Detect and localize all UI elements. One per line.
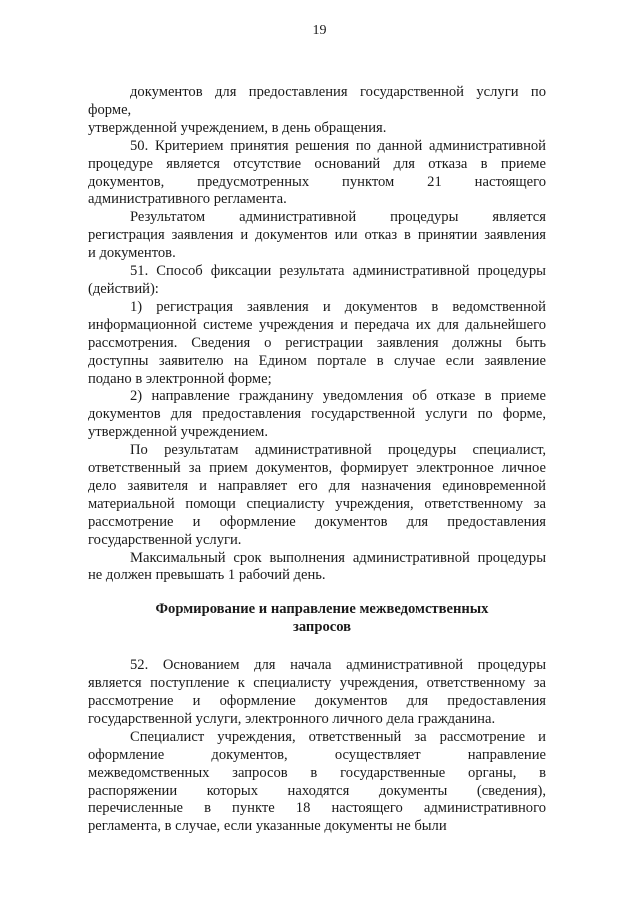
- text-line: Специалист учреждения, ответственный за рассмотрение и: [130, 728, 546, 745]
- text-line: не должен превышать 1 рабочий день.: [88, 567, 326, 584]
- text-line: перечисленные в пункте 18 настоящего административного: [88, 800, 546, 817]
- text-line: межведомственных запросов в государственные органы, в: [88, 764, 546, 781]
- text-line: распоряжении которых находятся документы (сведения),: [88, 782, 546, 799]
- text-line: является поступление к специалисту учреждения, ответственному за: [88, 675, 546, 692]
- text-line: административного регламента.: [88, 191, 287, 208]
- text-line: оформление документов, осуществляет направление: [88, 746, 546, 763]
- text-line: 51. Способ фиксации результата административной процедуры: [130, 263, 546, 280]
- text-line: утвержденной учреждением.: [88, 424, 268, 441]
- text-line: 1) регистрация заявления и документов в ведомственной: [130, 298, 546, 315]
- text-line: (действий):: [88, 280, 159, 297]
- text-line: Максимальный срок выполнения административной процедуры: [130, 549, 546, 566]
- text-line: процедуре является отсутствие оснований для отказа в приеме: [88, 155, 546, 172]
- text-line: ответственный за прием документов, формирует электронное личное: [88, 460, 546, 477]
- text-line: рассмотрение и оформление документов для предоставления: [88, 693, 546, 709]
- text-line: 50. Критерием принятия решения по данной административной: [130, 137, 546, 154]
- text-line: государственной услуги.: [88, 531, 242, 548]
- text-line: и документов.: [88, 245, 176, 262]
- text-line: По результатам административной процедуры специалист,: [130, 442, 546, 459]
- text-line: Результатом административной процедуры является: [130, 209, 546, 226]
- text-line: рассмотрения. Сведения о регистрации заявления должны быть: [88, 334, 546, 351]
- heading-line: запросов: [292, 619, 352, 636]
- text-line: документов для предоставления государственной услуги по форме,: [88, 406, 546, 423]
- text-line: 2) направление гражданину уведомления об отказе в приеме: [130, 388, 546, 405]
- text-line: информационной системе учреждения и передача их для дальнейшего: [88, 316, 546, 333]
- text-line: рассмотрение и оформление документов для предоставления: [88, 513, 546, 530]
- text-line: доступны заявителю на Едином портале в случае если заявление: [88, 352, 546, 369]
- text-line: подано в электронной форме;: [88, 370, 272, 387]
- text-line: утвержденной учреждением, в день обращения.: [88, 119, 387, 136]
- text-line: регистрация заявления и документов или отказ в принятии заявления: [88, 227, 546, 244]
- text-line: документов для предоставления государственной услуги по форме,: [88, 84, 546, 118]
- text-line: государственной услуги, электронного личного дела гражданина.: [88, 710, 496, 727]
- text-line: регламента, в случае, если указанные документы не были: [88, 818, 447, 835]
- page-number: 19: [312, 23, 327, 38]
- text-line: материальной помощи специалисту учреждения, ответственному за: [88, 495, 546, 512]
- text-line: дело заявителя и направляет его для назначения единовременной: [88, 477, 546, 494]
- heading-line: Формирование и направление межведомственных: [155, 601, 489, 618]
- text-line: 52. Основанием для начала административной процедуры: [130, 657, 546, 674]
- text-line: документов, предусмотренных пунктом 21 настоящего: [88, 173, 546, 190]
- section-heading: [88, 601, 546, 637]
- document-body: [88, 84, 546, 836]
